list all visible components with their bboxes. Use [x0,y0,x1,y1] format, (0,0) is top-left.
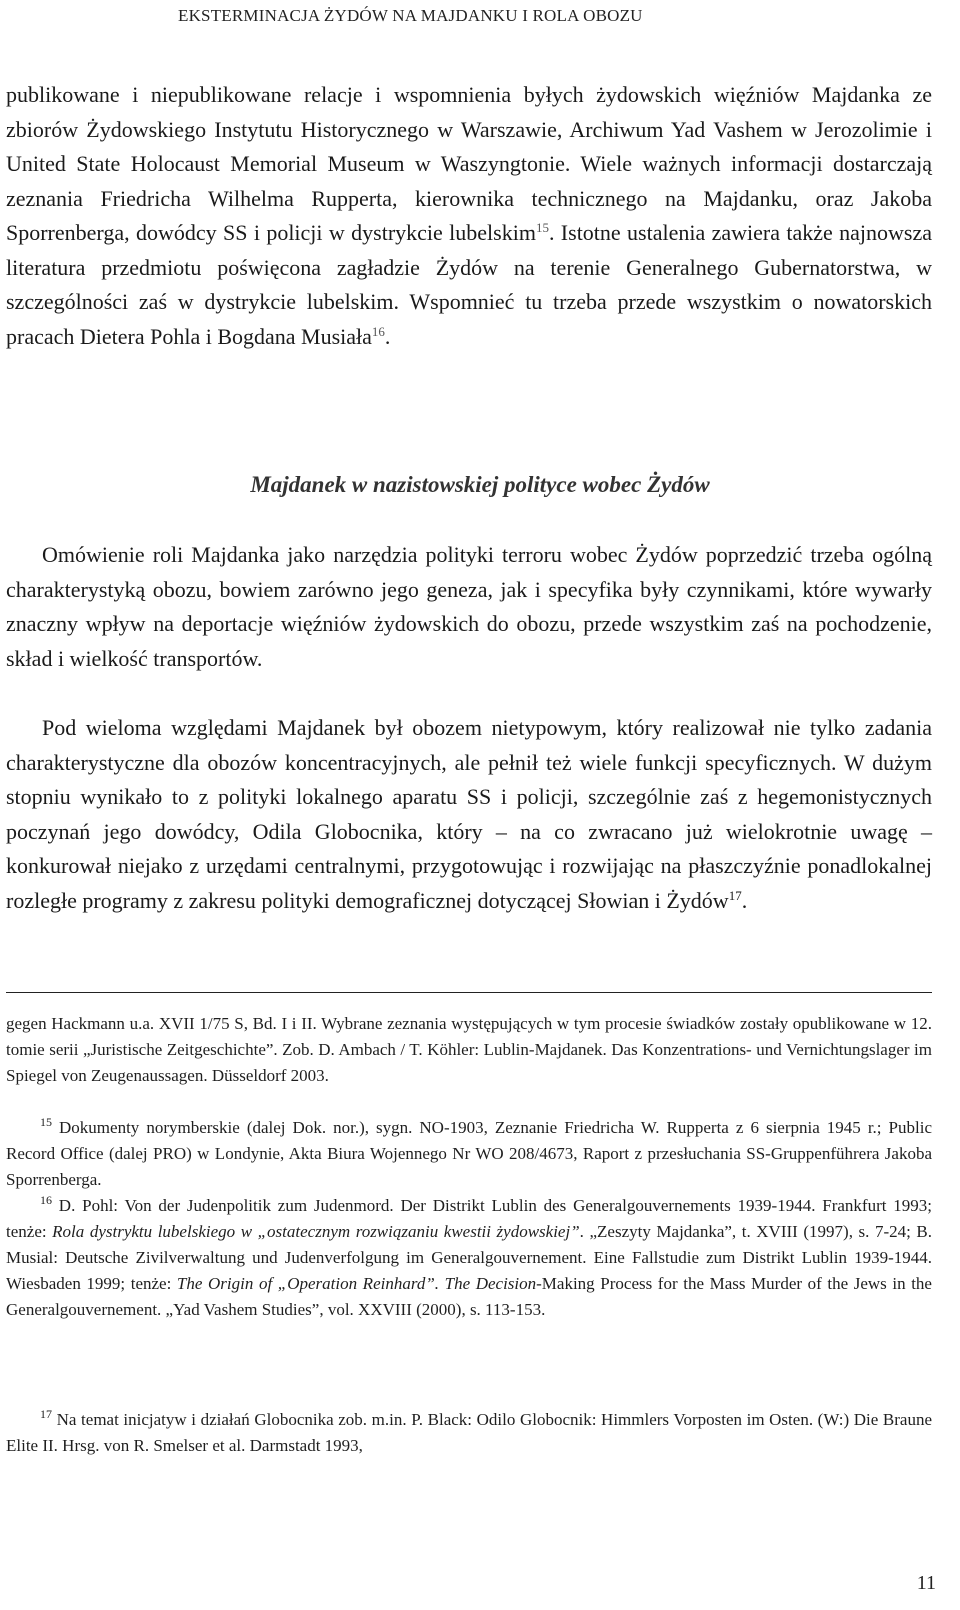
body-paragraph-2 [6,711,932,918]
intro-text-c: . [384,323,391,349]
footnote-continuation: gegen Hackmann u.a. XVII 1/75 S, Bd. I i II. Wybrane zeznania występujących w tym procesie świadków zostały opublikowane w 12. tomie serii „Juristische Zeitgeschichte”. Zob. D. Ambach / T. Köhler: Lublin-Majdanek. Das Konzentrations- und Vernichtungslager im Spiegel von Zeugenaussagen. Düsseldorf 2003. [6,1014,932,1085]
body-paragraph-2-end: . [741,887,748,913]
footnote-16-text-2: . „Zeszyty Majdanka”, t. XVIII (1997), s. 7-24; B. Musial: Deutsche Zivilverwaltung und Judenverfolgung im Generalgouvernement. Eine Fallstudie zum Distrikt Lublin 1939-1944. Wiesbaden 1999; tenże: [6,1222,932,1293]
footnote-ref-15[interactable]: 15 [535,220,549,235]
intro-text-a: publikowane i niepublikowane relacje i wspomnienia byłych żydowskich więźniów Majdanka ze zbiorów Żydowskiego Instytutu Historycznego w Warszawie, Archiwum Yad Vashem w Jerozolimie i United State Holocaust Memorial Museum w Waszyngtonie. Wiele ważnych informacji dostarczają zeznania Friedricha Wilhelma Rupperta, kierownika technicznego na Majdanku, oraz Jakoba Sporrenberga, dowódcy SS i policji w dystrykcie lubelskim [6,82,932,245]
body-paragraph-1: Omówienie roli Majdanka jako narzędzia polityki terroru wobec Żydów poprzedzić trzeba ogólną charakterystyką obozu, bowiem zarówno jego geneza, jak i specyfika były czynnikami, które wywarły znaczny wpływ na deportacje więźniów żydowskich do obozu, przede wszystkim zaś na pochodzenie, skład i wielkość transportów. [6,542,932,671]
intro-text-b: . Istotne ustalenia zawiera także najnowsza literatura przedmiotu poświęcona zagładzie Żydów na terenie Generalnego Gubernatorstwa, w szczególności zaś w dystrykcie lubelskim. Wspomnieć tu trzeba przede wszystkim o nowatorskich pracach Dietera Pohla i Bogdana Musiała [6,220,932,349]
page-number: 11 [916,1572,936,1594]
intro-paragraph [6,78,932,354]
footnote-15-text: Dokumenty norymberskie (dalej Dok. nor.), sygn. NO-1903, Zeznanie Friedricha W. Rupperta z 6 sierpnia 1945 r.; Public Record Office (dalej PRO) w Londynie, Akta Biura Wojennego Nr WO 208/4673, Raport z przesłuchania SS-Gruppenführera Jakoba Sporrenberga. [6,1118,932,1189]
footnote-16-number: 16 [40,1193,52,1207]
footnote-divider [6,992,932,993]
footnote-17 [6,1407,932,1459]
footnote-15-number: 15 [40,1115,52,1129]
section-heading: Majdanek w nazistowskiej polityce wobec Żydów [250,472,710,497]
footnote-17-number: 17 [40,1407,52,1421]
footnote-16-text-1: D. Pohl: Von der Judenpolitik zum Judenmord. Der Distrikt Lublin des Generalgouvernements 1939-1944. Frankfurt 1993; tenże: [6,1196,932,1241]
footnote-16-italic-1: Rola dystryktu lubelskiego w „ostatecznym rozwiązaniu kwestii żydowskiej” [52,1222,580,1241]
footnote-ref-17[interactable]: 17 [728,887,742,903]
footnote-16 [6,1193,932,1323]
body-paragraph-2-text: Pod wieloma względami Majdanek był obozem nietypowym, który realizował nie tylko zadania charakterystyczne dla obozów koncentracyjnych, ale pełnił też wiele funkcji specyficznych. W dużym stopniu wynikało to z polityki lokalnego aparatu SS i policji, szczególnie zaś z hegemonistycznych poczynań jego dowódcy, Odila Globocnika, który – na co zwracano już wielokrotnie uwagę – konkurował niejako z urzędami centralnymi, przygotowując i rozwijając na płaszczyźnie ponadlokalnej rozległe programy z zakresu polityki demograficznej dotyczącej Słowian i Żydów [6,715,932,913]
footnote-ref-16[interactable]: 16 [371,323,385,339]
footnote-17-text: Na temat inicjatyw i działań Globocnika zob. m.in. P. Black: Odilo Globocnik: Himmlers Vorposten im Osten. (W:) Die Braune Elite II. Hrsg. von R. Smelser et al. Darmstadt 1993, [6,1410,932,1455]
footnote-16-text-3: -Making Process for the Mass Murder of the Jews in the Generalgouvernement. „Yad Vashem Studies”, vol. XXVIII (2000), s. 113-153. [6,1274,932,1319]
footnote-16-italic-2: The Origin of „Operation Reinhard”. The Decision [176,1274,537,1293]
footnote-15 [6,1115,932,1193]
running-head: EKSTERMINACJA ŻYDÓW NA MAJDANKU I ROLA OBOZU [178,6,643,25]
